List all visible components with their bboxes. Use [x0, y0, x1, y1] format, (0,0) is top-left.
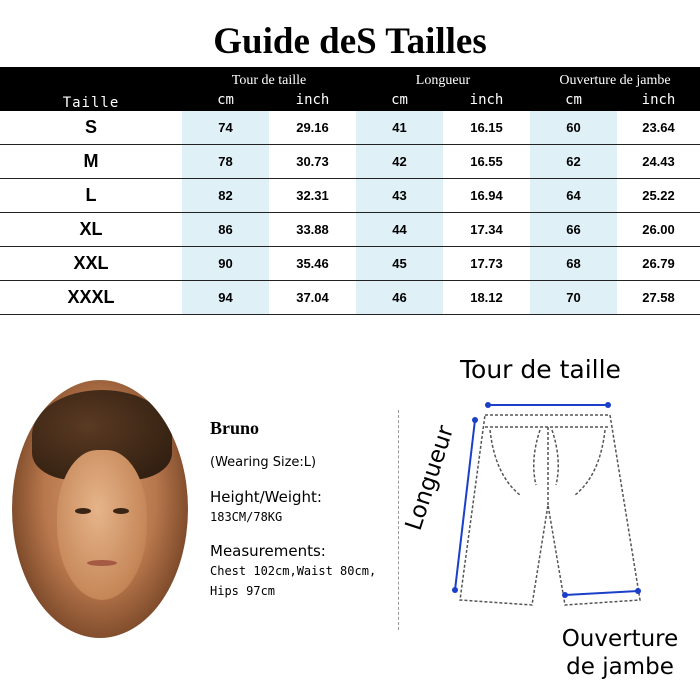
header-ouverture-de-jambe: Ouverture de jambe: [530, 67, 700, 89]
leg-opening-line-2: de jambe: [566, 654, 674, 680]
waist-label: Tour de taille: [460, 355, 621, 384]
model-eye: [113, 508, 129, 514]
value-cell: 82: [182, 179, 269, 213]
value-cell: 16.94: [443, 179, 530, 213]
value-cell: 24.43: [617, 145, 700, 179]
arrow-head: [635, 588, 641, 594]
model-info: [210, 418, 395, 601]
value-cell: 26.79: [617, 247, 700, 281]
value-cell: 68: [530, 247, 617, 281]
value-cell: 33.88: [269, 213, 356, 247]
shorts-outline: [460, 415, 640, 605]
leg-opening-line-1: Ouverture: [561, 626, 679, 652]
model-face: [57, 450, 147, 600]
value-cell: 17.34: [443, 213, 530, 247]
value-cell: 35.46: [269, 247, 356, 281]
value-cell: 23.64: [617, 111, 700, 145]
value-cell: 74: [182, 111, 269, 145]
arrow-head: [472, 417, 478, 423]
size-cell: XL: [0, 213, 182, 247]
shorts-pocket-left: [490, 430, 520, 495]
value-cell: 30.73: [269, 145, 356, 179]
shorts-pocket-right: [575, 430, 605, 495]
table-row: [0, 281, 700, 315]
shorts-drawstring: [534, 430, 559, 485]
size-cell: XXL: [0, 247, 182, 281]
arrow-head: [562, 592, 568, 598]
header-tour-de-taille: Tour de taille: [182, 67, 356, 89]
unit-header: cm: [356, 89, 443, 111]
table-row: [0, 145, 700, 179]
wearing-size: (Wearing Size:L): [210, 455, 317, 470]
value-cell: 32.31: [269, 179, 356, 213]
value-cell: 66: [530, 213, 617, 247]
height-weight-label: Height/Weight:: [210, 488, 322, 506]
dashed-divider: [398, 410, 399, 630]
height-weight-value: 183CM/78KG: [210, 510, 283, 524]
unit-header: inch: [443, 89, 530, 111]
header-longueur: Longueur: [356, 67, 530, 89]
table-row: [0, 247, 700, 281]
value-cell: 62: [530, 145, 617, 179]
model-photo: [12, 380, 188, 638]
size-cell: S: [0, 111, 182, 145]
page-title: Guide deS Tailles: [213, 21, 487, 62]
leg-opening-arrow: [565, 591, 638, 595]
value-cell: 17.73: [443, 247, 530, 281]
length-label: Longueur: [400, 422, 460, 534]
size-cell: M: [0, 145, 182, 179]
leg-opening-label: [540, 625, 700, 681]
value-cell: 37.04: [269, 281, 356, 315]
value-cell: 60: [530, 111, 617, 145]
value-cell: 18.12: [443, 281, 530, 315]
value-cell: 44: [356, 213, 443, 247]
value-cell: 29.16: [269, 111, 356, 145]
size-cell: XXXL: [0, 281, 182, 315]
arrow-head: [605, 402, 611, 408]
table-row: [0, 179, 700, 213]
value-cell: 43: [356, 179, 443, 213]
value-cell: 42: [356, 145, 443, 179]
arrow-head: [452, 587, 458, 593]
unit-header: inch: [617, 89, 700, 111]
value-cell: 94: [182, 281, 269, 315]
model-mouth: [87, 560, 117, 566]
value-cell: 45: [356, 247, 443, 281]
length-arrow: [455, 420, 475, 590]
value-cell: 26.00: [617, 213, 700, 247]
unit-header: cm: [530, 89, 617, 111]
value-cell: 78: [182, 145, 269, 179]
model-name: Bruno: [210, 418, 260, 438]
size-table: [0, 67, 700, 315]
value-cell: 41: [356, 111, 443, 145]
model-eye: [75, 508, 91, 514]
value-cell: 64: [530, 179, 617, 213]
arrow-head: [485, 402, 491, 408]
measurements-label: Measurements:: [210, 542, 326, 560]
value-cell: 90: [182, 247, 269, 281]
value-cell: 27.58: [617, 281, 700, 315]
value-cell: 16.55: [443, 145, 530, 179]
value-cell: 86: [182, 213, 269, 247]
unit-header: cm: [182, 89, 269, 111]
table-row: [0, 111, 700, 145]
value-cell: 70: [530, 281, 617, 315]
measurements-line-2: Hips 97cm: [210, 584, 276, 598]
shorts-diagram: [440, 385, 670, 625]
value-cell: 46: [356, 281, 443, 315]
measurements-line-1: Chest 102cm,Waist 80cm,: [210, 564, 377, 578]
value-cell: 25.22: [617, 179, 700, 213]
value-cell: 16.15: [443, 111, 530, 145]
header-taille: Taille: [0, 67, 182, 111]
unit-header: inch: [269, 89, 356, 111]
size-cell: L: [0, 179, 182, 213]
table-row: [0, 213, 700, 247]
